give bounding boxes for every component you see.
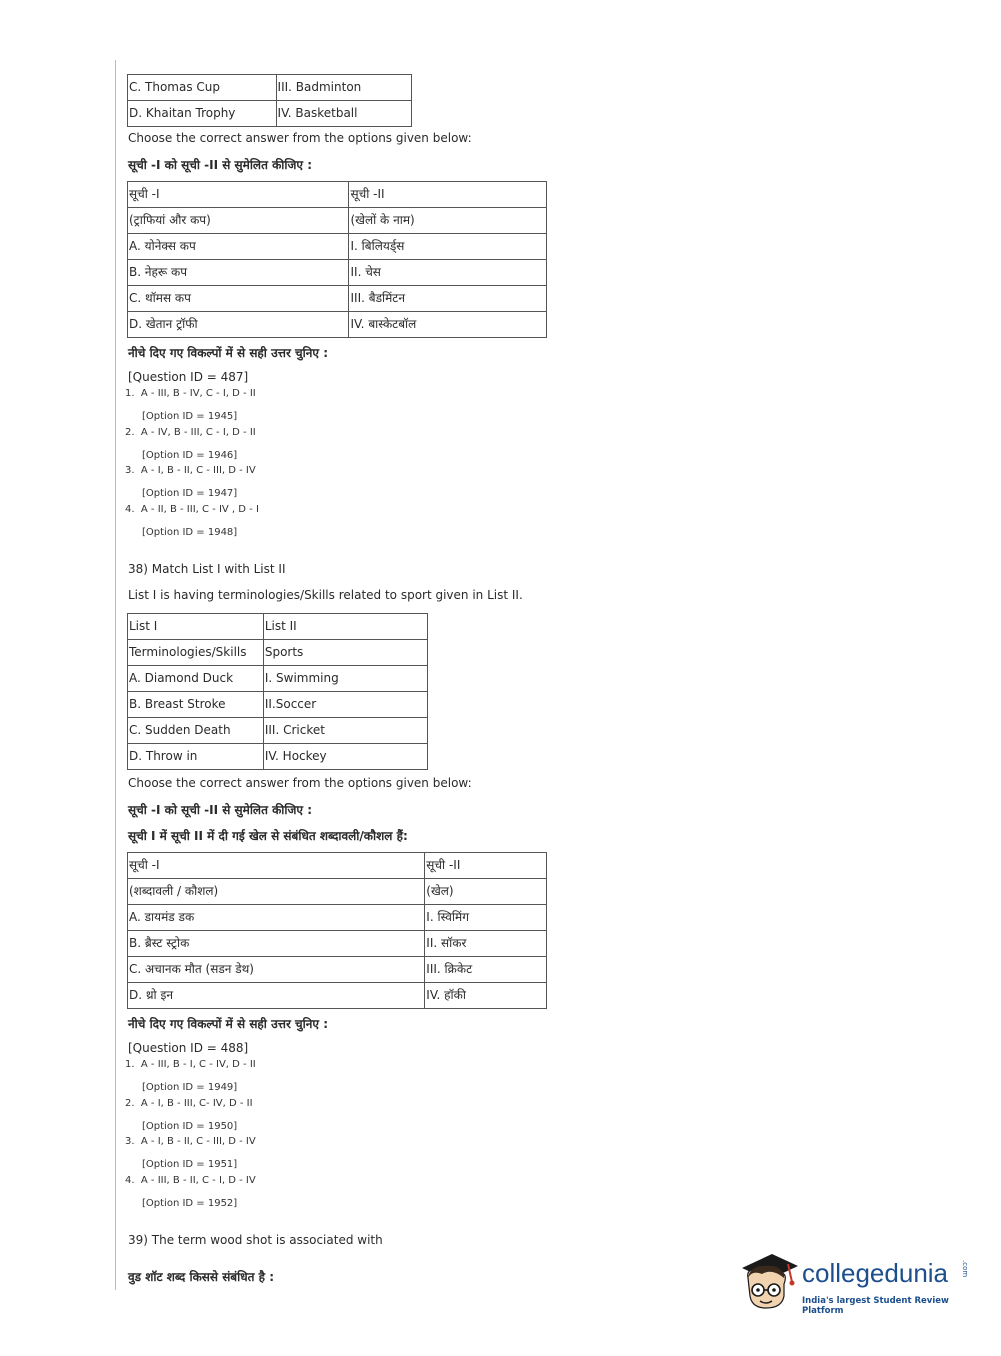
table-q37-hindi [127,181,547,338]
table-cell: सूची -I [128,182,349,208]
q38-intro: List I is having terminologies/Skills related to sport given in List II. [128,588,523,602]
table-q38-english [127,613,428,770]
table-q37-tail [127,74,412,127]
q38-option-id-2: [Option ID = 1950] [142,1121,238,1132]
q38-option-4 [125,1175,256,1186]
collegedunia-logo[interactable] [738,1248,968,1318]
option-number: 3. [125,1136,135,1147]
table-row [128,983,547,1009]
table-row [128,905,547,931]
table-cell: B. नेहरू कप [128,260,349,286]
q38-question-id: [Question ID = 488] [128,1041,249,1055]
table-row [128,666,428,692]
table-cell: B. ब्रैस्ट स्ट्रोक [128,931,425,957]
table-cell: List II [263,614,427,640]
table-row [128,614,428,640]
q38-option-id-4: [Option ID = 1952] [142,1198,238,1209]
logo-com: .com [961,1260,969,1278]
margin-line [115,60,116,1290]
table-cell: IV. Basketball [276,101,411,127]
table-cell: II.Soccer [263,692,427,718]
table-cell: C. अचानक मौत (सडन डेथ) [128,957,425,983]
table-cell: II. सॉकर [425,931,547,957]
option-number: 3. [125,465,135,476]
table-cell: III. क्रिकेट [425,957,547,983]
q38-option-3 [125,1136,256,1147]
q39-hindi: वुड शॉट शब्द किससे संबंधित है : [128,1270,275,1284]
table-cell: सूची -I [128,853,425,879]
q38-option-1 [125,1059,256,1070]
table-row [128,744,428,770]
table-cell: (खेलों के नाम) [349,208,547,234]
table-cell: I. Swimming [263,666,427,692]
q37-option-4 [125,504,259,515]
table-cell: I. बिलियर्ड्स [349,234,547,260]
q38-option-id-1: [Option ID = 1949] [142,1082,238,1093]
q38-heading: 38) Match List I with List II [128,562,286,576]
logo-wordmark: collegedunia [802,1258,949,1288]
q38-choose-en: Choose the correct answer from the options given below: [128,776,472,790]
table-row [128,853,547,879]
table-row [128,957,547,983]
table-row [128,640,428,666]
q38-option-id-3: [Option ID = 1951] [142,1159,238,1170]
table-row [128,286,547,312]
option-text: A - III, B - II, C - I, D - IV [140,1175,256,1186]
table-cell: III. बैडमिंटन [349,286,547,312]
table-row [128,75,412,101]
table-cell: I. स्विमिंग [425,905,547,931]
table-row [128,931,547,957]
q37-option-id-2: [Option ID = 1946] [142,450,238,461]
option-text: A - I, B - III, C- IV, D - II [140,1098,253,1109]
table-cell: सूची -II [425,853,547,879]
table-cell: D. Khaitan Trophy [128,101,277,127]
table-row [128,182,547,208]
q38-match-hi: सूची -I को सूची -II से सुमेलित कीजिए : [128,803,313,817]
table-cell: IV. हॉकी [425,983,547,1009]
table-cell: C. Sudden Death [128,718,264,744]
table-cell: IV. Hockey [263,744,427,770]
table-cell: A. योनेक्स कप [128,234,349,260]
q37-option-id-4: [Option ID = 1948] [142,527,238,538]
table-row [128,879,547,905]
option-number: 2. [125,1098,135,1109]
q39-heading: 39) The term wood shot is associated with [128,1233,383,1247]
q37-match-hi: सूची -I को सूची -II से सुमेलित कीजिए : [128,158,313,172]
option-text: A - III, B - IV, C - I, D - II [140,388,256,399]
option-number: 1. [125,1059,135,1070]
option-text: A - III, B - I, C - IV, D - II [140,1059,256,1070]
q37-option-1 [125,388,256,399]
table-cell: C. थॉमस कप [128,286,349,312]
table-cell: सूची -II [349,182,547,208]
table-row [128,208,547,234]
table-cell: (ट्राफियां और कप) [128,208,349,234]
option-text: A - II, B - III, C - IV , D - I [140,504,259,515]
table-row [128,718,428,744]
table-cell: D. खेतान ट्रॉफी [128,312,349,338]
q37-choose-en: Choose the correct answer from the options given below: [128,131,472,145]
table-cell: IV. बास्केटबॉल [349,312,547,338]
option-number: 1. [125,388,135,399]
option-number: 4. [125,1175,135,1186]
logo-tagline: India's largest Student Review Platform [802,1296,949,1316]
table-cell: A. Diamond Duck [128,666,264,692]
table-cell: B. Breast Stroke [128,692,264,718]
option-number: 4. [125,504,135,515]
q37-option-2 [125,427,256,438]
table-cell: A. डायमंड डक [128,905,425,931]
q38-option-2 [125,1098,253,1109]
option-text: A - I, B - II, C - III, D - IV [140,1136,256,1147]
table-row [128,101,412,127]
q37-option-id-1: [Option ID = 1945] [142,411,238,422]
table-row [128,692,428,718]
table-cell: List I [128,614,264,640]
table-row [128,260,547,286]
q37-option-id-3: [Option ID = 1947] [142,488,238,499]
q37-option-3 [125,465,256,476]
table-cell: D. थ्रो इन [128,983,425,1009]
table-cell: Sports [263,640,427,666]
option-text: A - IV, B - III, C - I, D - II [140,427,256,438]
table-cell: D. Throw in [128,744,264,770]
table-cell: (शब्दावली / कौशल) [128,879,425,905]
table-cell: C. Thomas Cup [128,75,277,101]
q38-intro-hi: सूची I में सूची II में दी गई खेल से संबंधित शब्दावली/कौशल हैं: [128,829,408,843]
option-number: 2. [125,427,135,438]
q37-choose-hi: नीचे दिए गए विकल्पों में से सही उत्तर चुनिए : [128,346,329,360]
table-cell: III. Cricket [263,718,427,744]
q37-question-id: [Question ID = 487] [128,370,249,384]
mascot-icon [738,1248,800,1314]
table-row [128,234,547,260]
table-cell: Terminologies/Skills [128,640,264,666]
table-row [128,312,547,338]
option-text: A - I, B - II, C - III, D - IV [140,465,256,476]
q38-choose-hi: नीचे दिए गए विकल्पों में से सही उत्तर चुनिए : [128,1017,329,1031]
table-cell: (खेल) [425,879,547,905]
table-cell: II. चेस [349,260,547,286]
table-cell: III. Badminton [276,75,411,101]
table-q38-hindi [127,852,547,1009]
